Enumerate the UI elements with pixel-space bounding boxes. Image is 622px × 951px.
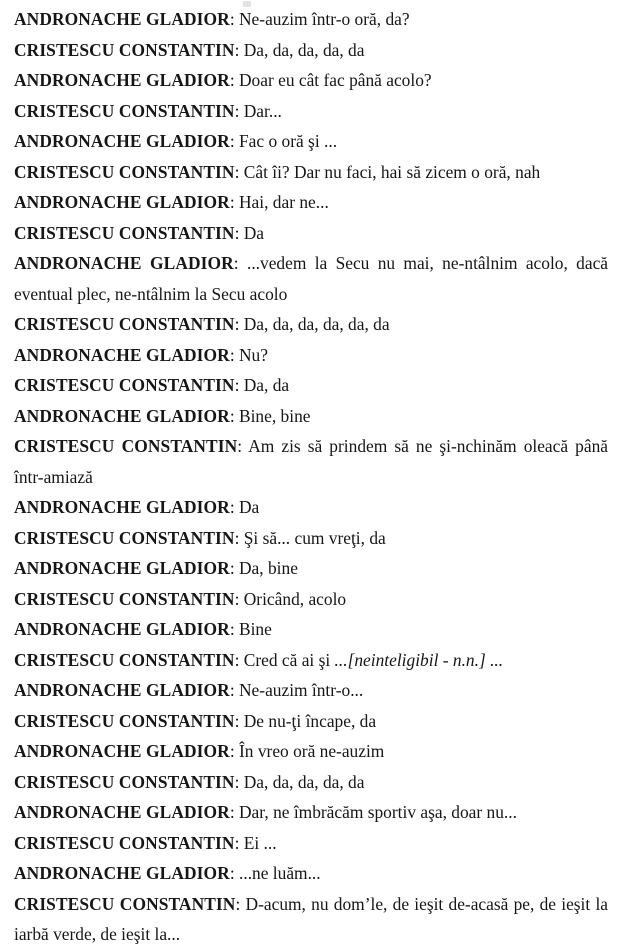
speaker-colon: :: [229, 863, 239, 883]
dialogue-line: [14, 248, 608, 279]
speaker-colon: :: [229, 619, 239, 639]
speaker-name: ANDRONACHE GLADIOR: [14, 741, 230, 761]
speaker-name: ANDRONACHE GLADIOR: [14, 9, 230, 29]
scan-artifact: [243, 1, 251, 7]
speaker-name: ANDRONACHE GLADIOR: [14, 70, 230, 90]
dialogue-line-continuation: [14, 462, 608, 493]
utterance-text: De nu-ţi încape, da: [243, 710, 377, 731]
speaker-name: ANDRONACHE GLADIOR: [14, 344, 230, 365]
dialogue-line: [14, 736, 608, 767]
dialogue-line: [14, 858, 608, 889]
speaker-name: CRISTESCU CONSTANTIN: [14, 710, 235, 731]
speaker-colon: :: [233, 253, 247, 273]
speaker-colon: :: [234, 527, 244, 548]
speaker-colon: :: [234, 39, 244, 60]
speaker-name: CRISTESCU CONSTANTIN: [14, 771, 235, 792]
dialogue-line-continuation: [14, 279, 608, 310]
speaker-name: CRISTESCU CONSTANTIN: [14, 39, 235, 60]
utterance-text: Ne-auzim într-o oră, da?: [239, 9, 410, 29]
utterance-text: Da, bine: [239, 558, 298, 578]
speaker-colon: :: [229, 131, 239, 151]
utterance-text: Cât îi? Dar nu faci, hai să zicem o oră, nah: [243, 161, 541, 182]
dialogue-line: [14, 187, 608, 218]
utterance-text: Bine, bine: [239, 405, 311, 426]
utterance-text: Dar...: [243, 100, 282, 121]
speaker-colon: :: [234, 100, 244, 121]
speaker-colon: :: [229, 497, 239, 517]
utterance-text: Dar, ne îmbrăcăm sportiv aşa, doar nu...: [239, 802, 517, 822]
dialogue-line: [14, 96, 608, 127]
dialogue-line: [14, 370, 608, 401]
utterance-text: Fac o oră şi ...: [239, 131, 338, 151]
speaker-name: CRISTESCU CONSTANTIN: [14, 314, 235, 334]
speaker-name: CRISTESCU CONSTANTIN: [14, 161, 235, 182]
speaker-colon: :: [229, 192, 239, 212]
utterance-text: Da: [239, 497, 260, 517]
speaker-colon: :: [234, 649, 244, 670]
dialogue-line: [14, 828, 608, 859]
utterance-text: Da, da, da, da, da: [243, 771, 365, 792]
utterance-text: Da, da: [243, 375, 290, 395]
speaker-colon: :: [234, 375, 244, 395]
dialogue-line: [14, 431, 608, 462]
speaker-colon: :: [234, 832, 244, 853]
speaker-colon: :: [229, 405, 239, 426]
dialogue-line: [14, 614, 608, 645]
utterance-text: Hai, dar ne...: [239, 192, 329, 212]
utterance-text: eventual plec, ne-ntâlnim la Secu acolo: [14, 283, 288, 304]
utterance-text: într-amiază: [14, 466, 93, 487]
speaker-name: ANDRONACHE GLADIOR: [14, 680, 230, 700]
speaker-name: CRISTESCU CONSTANTIN: [14, 588, 235, 609]
speaker-colon: :: [229, 344, 239, 365]
speaker-colon: :: [229, 558, 239, 578]
dialogue-line: [14, 218, 608, 249]
dialogue-line: [14, 889, 608, 920]
dialogue-line: [14, 553, 608, 584]
speaker-name: ANDRONACHE GLADIOR: [14, 253, 234, 273]
speaker-colon: :: [237, 436, 249, 456]
speaker-name: CRISTESCU CONSTANTIN: [14, 100, 235, 121]
utterance-text: Am zis să prindem să ne şi-nchinăm oleacă până: [248, 436, 608, 456]
utterance-text: iarbă verde, de ieşit la...: [14, 924, 181, 944]
speaker-colon: :: [229, 9, 239, 29]
speaker-colon: :: [229, 680, 239, 700]
speaker-colon: :: [229, 741, 239, 761]
speaker-name: CRISTESCU CONSTANTIN: [14, 649, 235, 670]
speaker-name: ANDRONACHE GLADIOR: [14, 863, 230, 883]
speaker-colon: :: [229, 70, 239, 90]
speaker-colon: :: [234, 710, 244, 731]
utterance-text: Da: [243, 222, 265, 243]
dialogue-line: [14, 492, 608, 523]
speaker-name: CRISTESCU CONSTANTIN: [14, 375, 235, 395]
dialogue-line: [14, 584, 608, 615]
speaker-name: ANDRONACHE GLADIOR: [14, 405, 230, 426]
dialogue-line: [14, 523, 608, 554]
dialogue-line: [14, 126, 608, 157]
speaker-name: CRISTESCU CONSTANTIN: [14, 436, 238, 456]
utterance-text: ...ne luăm...: [239, 863, 321, 883]
speaker-colon: :: [234, 161, 244, 182]
transcript: [14, 4, 608, 950]
utterance-text: Nu?: [239, 344, 268, 365]
speaker-colon: :: [234, 314, 244, 334]
speaker-name: ANDRONACHE GLADIOR: [14, 558, 230, 578]
dialogue-line: [14, 767, 608, 798]
speaker-colon: :: [229, 802, 239, 822]
utterance-text: Ne-auzim într-o...: [239, 680, 364, 700]
utterance-text: Ei ...: [243, 832, 277, 853]
utterance-text: Oricând, acolo: [243, 588, 347, 609]
dialogue-line: [14, 65, 608, 96]
speaker-name: ANDRONACHE GLADIOR: [14, 497, 230, 517]
speaker-colon: :: [234, 588, 244, 609]
dialogue-line: [14, 4, 608, 35]
utterance-text: ...vedem la Secu nu mai, ne-ntâlnim acolo, dacă: [246, 253, 608, 273]
speaker-name: ANDRONACHE GLADIOR: [14, 192, 230, 212]
utterance-text: ...[neinteligibil - n.n.] ...: [334, 649, 504, 670]
speaker-name: CRISTESCU CONSTANTIN: [14, 893, 236, 914]
utterance-text: Şi să... cum vreţi, da: [243, 527, 386, 548]
dialogue-line: [14, 797, 608, 828]
dialogue-line: [14, 401, 608, 432]
utterance-text: În vreo oră ne-auzim: [239, 741, 385, 761]
speaker-name: CRISTESCU CONSTANTIN: [14, 832, 235, 853]
speaker-colon: :: [234, 771, 244, 792]
speaker-colon: :: [235, 893, 246, 914]
utterance-text: Doar eu cât fac până acolo?: [239, 70, 432, 90]
speaker-name: ANDRONACHE GLADIOR: [14, 619, 230, 639]
dialogue-line: [14, 309, 608, 340]
dialogue-line: [14, 157, 608, 188]
speaker-name: ANDRONACHE GLADIOR: [14, 131, 230, 151]
speaker-name: CRISTESCU CONSTANTIN: [14, 222, 235, 243]
dialogue-line-continuation: [14, 919, 608, 950]
speaker-name: CRISTESCU CONSTANTIN: [14, 527, 235, 548]
dialogue-line: [14, 35, 608, 66]
utterance-text: Bine: [239, 619, 272, 639]
utterance-text: D-acum, nu dom’le, de ieşit de-acasă pe, de ieşit la: [245, 893, 608, 914]
utterance-text: Da, da, da, da, da: [243, 39, 365, 60]
utterance-text: Cred că ai şi: [243, 649, 335, 670]
dialogue-line: [14, 706, 608, 737]
speaker-name: ANDRONACHE GLADIOR: [14, 802, 230, 822]
dialogue-line: [14, 340, 608, 371]
dialogue-line: [14, 645, 608, 676]
speaker-colon: :: [234, 222, 244, 243]
dialogue-line: [14, 675, 608, 706]
utterance-text: Da, da, da, da, da, da: [243, 314, 390, 334]
